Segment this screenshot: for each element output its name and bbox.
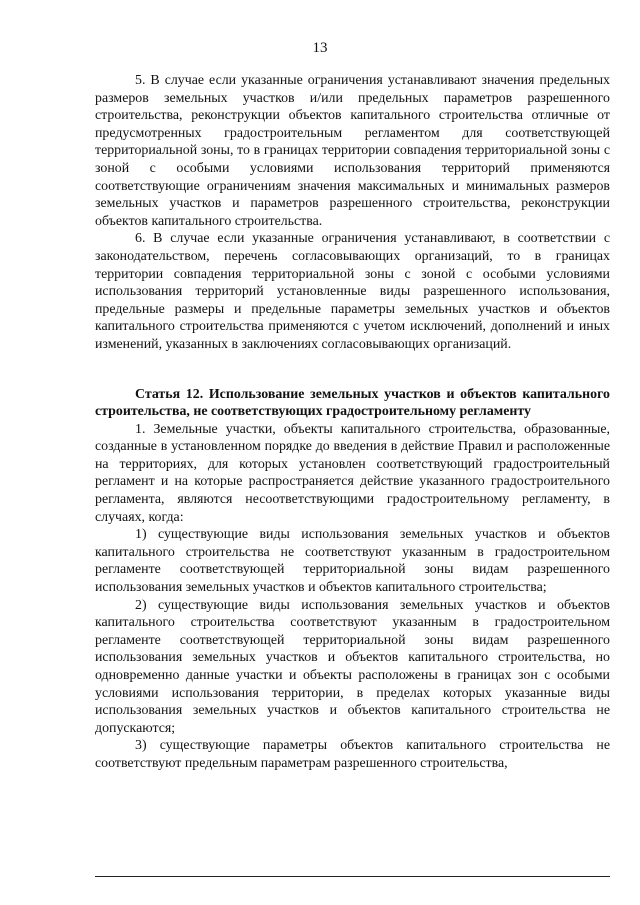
article-12-paragraph-1: 1. Земельные участки, объекты капитального строительства, образованные, созданные в установленном порядке до введения в действие Правил и расположенные на территориях, для которых установлен соответствующий градостроительный регламент и на которые распространяется действие указанного градостроительного регламента, являются несоответствующими градостроительному регламенту, в случаях, когда: [95, 421, 610, 525]
footer-rule [95, 876, 610, 877]
section-gap [95, 354, 610, 386]
article-12-item-3: 3) существующие параметры объектов капитального строительства не соответствуют предельным параметрам разрешенного строительства, [95, 738, 610, 771]
article-12-item-2: 2) существующие виды использования земельных участков и объектов капитального строительства соответствуют указанным в градостроительном регламенте соответствующей территориальной зоны видам разрешенного использования земельных участков и объектов капитального строительства, но одновременно данные участки и объекты расположены в границах зон с особыми условиями использования территории, в пределах которых указанные виды использования земельных участков и объектов капитального строительства не допускаются; [95, 597, 610, 736]
page-number: 13 [312, 40, 328, 56]
paragraph-6: 6. В случае если указанные ограничения устанавливают, в соответствии с законодательством, перечень согласовывающих организаций, то в границах территории совпадения территориальной зоны с зоной с особыми условиями использования территорий установленные виды разрешенного использования, предельные размеры и предельные параметры земельных участков и объектов капитального строительства применяются с учетом исключений, дополнений и иных изменений, указанных в заключениях согласовывающих организаций. [95, 231, 610, 352]
article-12-item-1: 1) существующие виды использования земельных участков и объектов капитального строительства не соответствуют указанным в градостроительном регламенте соответствующей территориальной зоны видам разрешенного использования земельных участков и объектов капитального строительства; [95, 527, 610, 596]
document-body [95, 72, 610, 773]
article-12-heading: Статья 12. Использование земельных участков и объектов капитального строительства, не соответствующих градостроительному регламенту [95, 386, 610, 420]
paragraph-5: 5. В случае если указанные ограничения устанавливают значения предельных размеров земельных участков и/или предельных параметров разрешенного строительства, реконструкции объектов капитального строительства отличные от предусмотренных градостроительным регламентом для соответствующей территориальной зоны, то в границах территории совпадения территориальной зоны с зоной с особыми условиями использования территорий применяются соответствующие ограничениям значения максимальных и минимальных размеров земельных участков и параметров разрешенного строительства, реконструкции объектов капитального строительства. [95, 73, 610, 229]
